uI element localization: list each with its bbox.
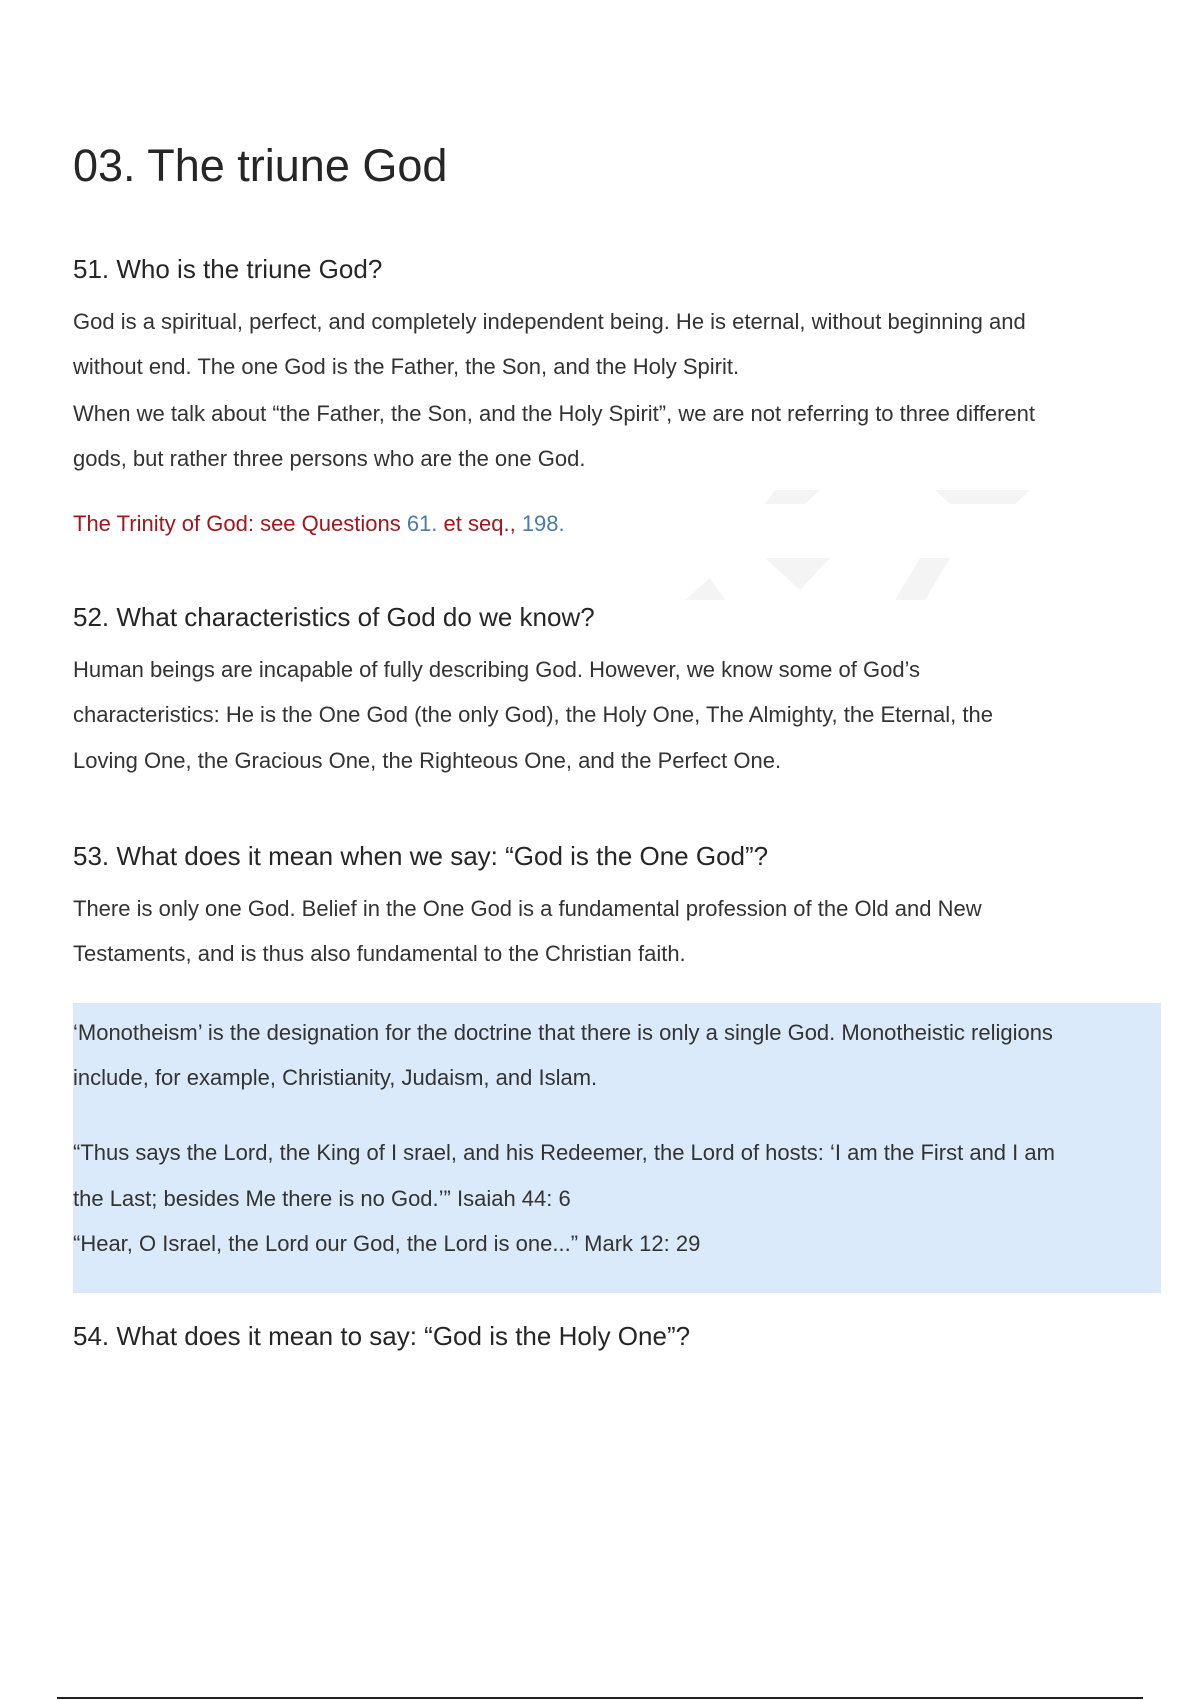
page-bottom-divider [57,1697,1143,1699]
question-52-heading: 52. What characteristics of God do we know? [73,602,595,632]
monotheism-info-box [73,1003,1161,1293]
question-51-answer-line-1: God is a spiritual, perfect, and completely independent being. He is eternal, without beginning and [73,309,1026,334]
question-52-answer-line-3: Loving One, the Gracious One, the Righteous One, and the Perfect One. [73,748,782,773]
question-52-answer-line-2: characteristics: He is the One God (the only God), the Holy One, The Almighty, the Eternal, the [73,702,993,727]
trinity-cross-reference [73,501,565,546]
question-53-answer-line-2: Testaments, and is thus also fundamental to the Christian faith. [73,941,686,966]
question-53-answer-line-1: There is only one God. Belief in the One God is a fundamental profession of the Old and New [73,896,982,921]
scripture-quote-mark: “Hear, O Israel, the Lord our God, the Lord is one...” Mark 12: 29 [73,1231,701,1256]
question-52-answer-line-1: Human beings are incapable of fully describing God. However, we know some of God’s [73,657,921,682]
info-box-line-1: ‘Monotheism’ is the designation for the doctrine that there is only a single God. Monotheistic religions [73,1020,1053,1045]
scripture-quote-isaiah-line-2: the Last; besides Me there is no God.’” Isaiah 44: 6 [73,1186,571,1211]
question-51-answer-line-3: When we talk about “the Father, the Son, and the Holy Spirit”, we are not referring to three different [73,401,1036,426]
question-51-answer-line-2: without end. The one God is the Father, the Son, and the Holy Spirit. [73,354,740,379]
question-51-heading: 51. Who is the triune God? [73,254,383,284]
question-61-link[interactable]: 61. [406,511,438,536]
chapter-title: 03. The triune God [73,140,448,191]
question-53-heading: 53. What does it mean when we say: “God is the One God”? [73,841,769,871]
question-54-heading: 54. What does it mean to say: “God is the Holy One”? [73,1321,691,1351]
question-51-answer-line-4: gods, but rather three persons who are the one God. [73,446,586,471]
cross-reference-prefix: The Trinity of God: see Questions [73,511,407,536]
scripture-quote-isaiah-line-1: “Thus says the Lord, the King of I srael, and his Redeemer, the Lord of hosts: ‘I am the First and I am [73,1140,1055,1165]
question-198-link[interactable]: 198. [521,511,565,536]
info-box-line-2: include, for example, Christianity, Judaism, and Islam. [73,1065,598,1090]
watermark-logo-icon [685,490,1065,610]
cross-reference-middle: et seq., [437,511,522,536]
